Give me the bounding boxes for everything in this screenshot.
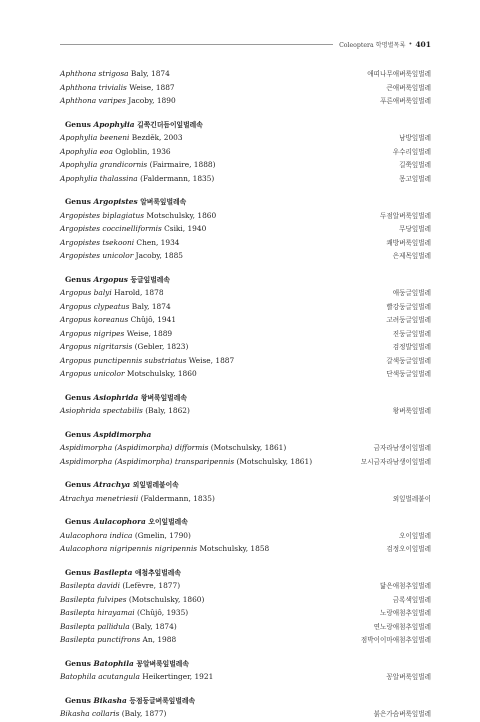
genus-heading: [60, 694, 431, 708]
species-entry: [60, 354, 431, 368]
genus-label: Genus: [65, 392, 91, 402]
korean-name: 두점알벼룩잎벌레: [380, 211, 431, 220]
genus-name: Aulacophora: [93, 517, 146, 526]
korean-name: 우수리잎벌레: [392, 147, 431, 156]
species-name-group: [60, 593, 204, 607]
author-citation: An, 1988: [142, 635, 177, 644]
species-name-group: [60, 81, 175, 95]
author-citation: Chen, 1934: [136, 237, 180, 247]
species-name-group: [60, 286, 164, 300]
species-entry: [60, 492, 431, 506]
korean-name: 고려둥글잎벌레: [386, 316, 431, 324]
author-citation: Weise, 1889: [126, 328, 173, 338]
korean-name: 외잎벌레붙이: [392, 494, 431, 503]
genus-heading: [60, 657, 431, 671]
author-citation: Ogloblin, 1936: [115, 146, 171, 156]
species-entry: [60, 158, 431, 172]
species-entry: [60, 593, 431, 607]
korean-name: 오이잎벌레: [399, 531, 431, 540]
genus-label: Genus: [65, 567, 91, 577]
scientific-name: Aspidimorpha (Aspidimorpha) difformis: [60, 443, 209, 452]
author-citation: (Motschulsky, 1861): [236, 456, 313, 466]
genus-heading: [60, 515, 431, 529]
species-entry: [60, 300, 431, 314]
author-citation: Chûjô, 1941: [130, 315, 177, 324]
scientific-name: Argopistes coccinelliformis: [60, 224, 162, 233]
genus-heading: [60, 273, 431, 287]
author-citation: Bezděk, 2003: [131, 133, 183, 142]
species-name-group: [60, 492, 215, 506]
korean-name: 검정오이잎벌레: [386, 545, 431, 553]
genus-korean-name: 길쭉긴더듬이잎벌레속: [137, 120, 203, 129]
species-name-group: [60, 354, 234, 368]
genus-heading: [60, 391, 431, 405]
scientific-name: Atrachya menetriesii: [60, 493, 139, 503]
scientific-name: Apophylia beeneni: [60, 133, 130, 142]
header-bullet: •: [408, 40, 413, 48]
page-header: [60, 38, 431, 50]
genus-korean-name: 둥글잎벌레속: [130, 275, 170, 284]
species-name-group: [60, 158, 215, 172]
species-entry: [60, 707, 431, 721]
korean-name: 길쭉잎벌레: [399, 161, 431, 169]
author-citation: Motschulsky, 1858: [199, 544, 270, 553]
species-entry: [60, 81, 431, 95]
species-name-group: [60, 441, 286, 455]
author-citation: (Motschulsky, 1860): [128, 594, 205, 604]
species-entry: [60, 542, 431, 556]
species-entry: [60, 620, 431, 634]
species-entry: [60, 286, 431, 300]
author-citation: (Gebler, 1823): [134, 342, 189, 351]
korean-name: 몽고잎벌레: [399, 174, 431, 183]
species-entry: [60, 249, 431, 263]
species-name-group: [60, 529, 191, 543]
korean-name: 은제목잎벌레: [392, 252, 431, 260]
genus-name: Asiophrida: [93, 392, 139, 402]
genus-label: Genus: [65, 274, 91, 284]
species-entry: [60, 441, 431, 455]
species-name-group: [60, 94, 176, 108]
scientific-name: Basilepta hirayamai: [60, 608, 135, 617]
genus-name: Argopistes: [93, 197, 138, 206]
author-citation: (Chûjô, 1935): [136, 608, 189, 617]
author-citation: (Baly, 1877): [121, 709, 167, 718]
korean-name: 꽁알벼룩잎벌레: [386, 673, 431, 681]
genus-name: Batophila: [93, 658, 134, 668]
korean-name: 단색둥글잎벌레: [386, 370, 431, 378]
species-entry: [60, 404, 431, 418]
genus-name: Argopus: [93, 274, 128, 284]
scientific-name: Basilepta davidi: [60, 581, 120, 590]
author-citation: Motschulsky, 1860: [146, 210, 217, 220]
species-name-group: [60, 236, 179, 250]
scientific-name: Argopus nigripes: [60, 328, 125, 338]
genus-name: Atrachya: [93, 480, 131, 489]
korean-name: 큰애벼룩잎벌레: [386, 83, 431, 92]
author-citation: (Baly, 1874): [132, 621, 177, 631]
species-name-group: [60, 633, 176, 647]
scientific-name: Apophylia thalassina: [60, 173, 138, 183]
species-name-group: [60, 670, 213, 684]
species-name-group: [60, 172, 214, 186]
author-citation: (Gmelin, 1790): [134, 530, 191, 540]
species-entry: [60, 529, 431, 543]
species-name-group: [60, 542, 269, 556]
species-name-group: [60, 145, 171, 159]
species-entry: [60, 172, 431, 186]
species-name-group: [60, 313, 176, 327]
genus-heading: [60, 478, 431, 492]
korean-name: 점박이이마애첨추잎벌레: [360, 636, 431, 644]
scientific-name: Aulacophora indica: [60, 530, 133, 540]
species-name-group: [60, 67, 170, 81]
author-citation: Weise, 1887: [129, 82, 175, 92]
scientific-name: Batophila acutangula: [60, 672, 140, 681]
species-entry: [60, 455, 431, 469]
korean-name: 노랑애첨추잎벌레: [380, 609, 431, 617]
korean-name: 붉은가슴벼룩잎벌레: [373, 710, 431, 718]
korean-name: 금록색잎벌레: [392, 595, 431, 604]
author-citation: Heikertinger, 1921: [142, 672, 214, 681]
korean-name: 빨강둥글잎벌레: [386, 302, 431, 311]
genus-korean-name: 왕벼룩잎벌레속: [140, 393, 187, 402]
genus-heading: [60, 428, 431, 442]
species-name-group: [60, 579, 180, 593]
scientific-name: Argopistes biplagiatus: [60, 210, 145, 220]
scientific-name: Argopistes unicolor: [60, 251, 134, 260]
scientific-name: Aphthona trivialis: [60, 82, 127, 92]
species-name-group: [60, 455, 312, 469]
scientific-name: Argopus nigritarsis: [60, 342, 133, 351]
genus-name: Aspidimorpha: [93, 429, 152, 439]
author-citation: Baly, 1874: [131, 301, 171, 311]
genus-heading: [60, 195, 431, 209]
genus-korean-name: 알벼룩잎벌레속: [140, 198, 187, 206]
genus-heading: [60, 118, 431, 132]
korean-name: 모시금자라남생이잎벌레: [360, 457, 431, 466]
genus-label: Genus: [65, 695, 91, 705]
genus-korean-name: 오이잎벌레속: [148, 518, 188, 526]
genus-name: Basilepta: [93, 567, 133, 577]
species-name-group: [60, 327, 172, 341]
genus-label: Genus: [65, 119, 91, 129]
running-title: Coleoptera 학명별목록: [339, 41, 406, 49]
scientific-name: Aphthona varipes: [60, 96, 126, 105]
genus-name: Apophylia: [93, 119, 135, 129]
korean-name: 금자라남생이잎벌레: [373, 444, 431, 452]
author-citation: (Faldermann, 1835): [140, 493, 215, 503]
scientific-name: Argopus unicolor: [60, 369, 125, 378]
species-entry: [60, 209, 431, 223]
species-name-group: [60, 367, 197, 381]
author-citation: (Faldermann, 1835): [140, 173, 215, 183]
scientific-name: Argopus clypeatus: [60, 301, 130, 311]
author-citation: Csiki, 1940: [164, 224, 207, 233]
species-name-group: [60, 300, 171, 314]
species-entry: [60, 367, 431, 381]
korean-name: 푸른애벼룩잎벌레: [380, 97, 431, 105]
scientific-name: Aulacophora nigripennis nigripennis: [60, 544, 198, 553]
scientific-name: Apophylia eoa: [60, 146, 113, 156]
korean-name: 갈색둥글잎벌레: [386, 356, 431, 365]
species-entry: [60, 236, 431, 250]
korean-name: 애띠나무애벼룩잎벌레: [367, 70, 431, 78]
korean-name: 검정발잎벌레: [392, 343, 431, 351]
species-entry: [60, 94, 431, 108]
species-name-group: [60, 131, 183, 145]
scientific-name: Aspidimorpha (Aspidimorpha) transparipennis: [60, 456, 235, 466]
author-citation: Weise, 1887: [188, 355, 235, 365]
species-entry: [60, 145, 431, 159]
scientific-name: Asiophrida spectabilis: [60, 406, 143, 415]
genus-name: Bikasha: [93, 695, 127, 705]
species-entry: [60, 633, 431, 647]
author-citation: Harold, 1878: [114, 288, 164, 297]
author-citation: (Fairmaire, 1888): [149, 160, 216, 169]
scientific-name: Argopus balyi: [60, 288, 112, 297]
species-list: [60, 67, 431, 721]
scientific-name: Basilepta punctifrons: [60, 635, 141, 644]
korean-name: 쾌방벼룩잎벌레: [386, 238, 431, 247]
species-entry: [60, 313, 431, 327]
genus-heading: [60, 566, 431, 580]
species-entry: [60, 222, 431, 236]
species-entry: [60, 67, 431, 81]
author-citation: Jacoby, 1890: [128, 96, 176, 105]
genus-label: Genus: [65, 480, 91, 489]
korean-name: 애둥글잎벌레: [392, 289, 431, 297]
genus-korean-name: 등점둥글벼룩잎벌레속: [129, 696, 196, 705]
genus-label: Genus: [65, 429, 91, 439]
species-name-group: [60, 404, 190, 418]
species-entry: [60, 340, 431, 354]
scientific-name: Basilepta fulvipes: [60, 594, 127, 604]
species-entry: [60, 606, 431, 620]
scientific-name: Aphthona strigosa: [60, 69, 129, 78]
genus-korean-name: 애첨추잎벌레속: [134, 568, 181, 577]
species-name-group: [60, 222, 206, 236]
species-entry: [60, 670, 431, 684]
page-number: 401: [415, 39, 431, 49]
scientific-name: Basilepta pallidula: [60, 621, 130, 631]
korean-name: 진둥글잎벌레: [392, 329, 431, 338]
species-entry: [60, 579, 431, 593]
scientific-name: Argopistes tsekooni: [60, 237, 135, 247]
author-citation: Motschulsky, 1860: [126, 369, 197, 378]
species-name-group: [60, 249, 183, 263]
genus-korean-name: 외잎벌레붙이속: [132, 481, 179, 489]
species-name-group: [60, 707, 166, 721]
species-name-group: [60, 606, 188, 620]
genus-label: Genus: [65, 517, 91, 526]
header-rule: [60, 44, 333, 45]
author-citation: (Baly, 1862): [145, 406, 190, 415]
korean-name: 남방잎벌레: [399, 134, 431, 142]
genus-label: Genus: [65, 197, 91, 206]
species-name-group: [60, 620, 177, 634]
scientific-name: Argopus koreanus: [60, 315, 129, 324]
scientific-name: Argopus punctipennis substriatus: [60, 355, 187, 365]
author-citation: Baly, 1874: [130, 69, 170, 78]
scientific-name: Bikasha collaris: [60, 709, 120, 718]
genus-label: Genus: [65, 658, 91, 668]
korean-name: 왕벼룩잎벌레: [392, 407, 431, 415]
korean-name: 연노랑애첨추잎벌레: [373, 622, 431, 631]
scientific-name: Apophylia grandicornis: [60, 160, 148, 169]
korean-name: 닮은애첨추잎벌레: [380, 582, 431, 590]
author-citation: (Lefèvre, 1877): [122, 581, 181, 590]
korean-name: 무당잎벌레: [399, 225, 431, 233]
species-name-group: [60, 340, 188, 354]
author-citation: Jacoby, 1885: [135, 251, 183, 260]
species-entry: [60, 327, 431, 341]
species-name-group: [60, 209, 216, 223]
genus-korean-name: 꽁알벼룩잎벌레속: [136, 659, 189, 668]
species-entry: [60, 131, 431, 145]
author-citation: (Motschulsky, 1861): [210, 443, 287, 452]
